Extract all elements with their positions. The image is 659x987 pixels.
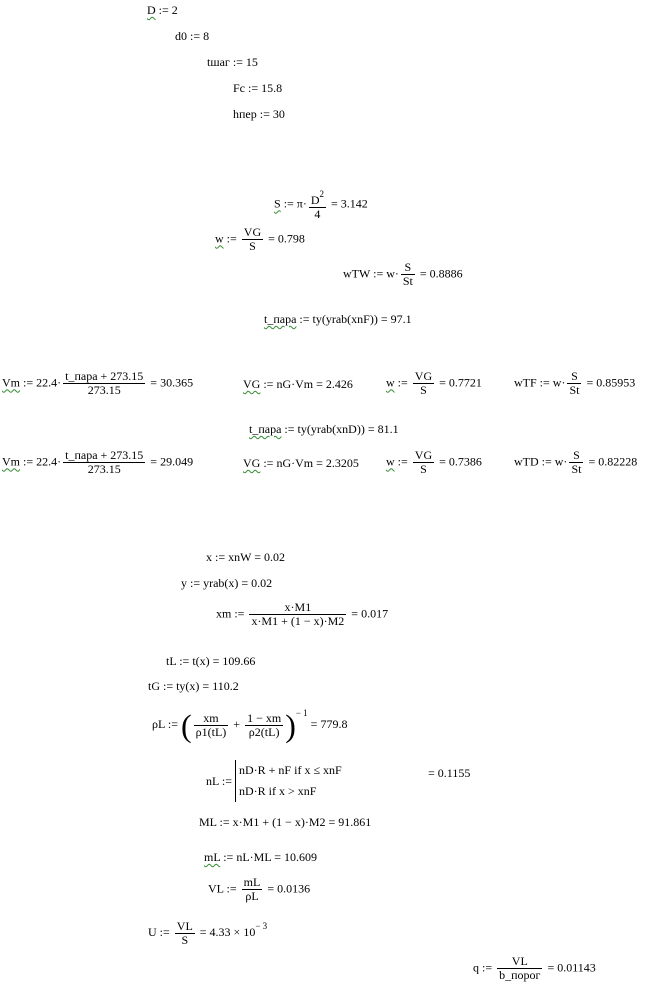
vl-fraction [242,876,263,903]
tpara-rhs: := ty(yrab(xnD)) = 81.1 [281,422,399,436]
xm-definition[interactable] [216,601,388,628]
rho-result: = 779.8 [307,717,348,731]
rho-den-2: ρ2(tL) [245,725,283,739]
w-fraction [413,449,434,476]
vg-d-definition[interactable] [243,456,359,470]
s-fraction [309,188,326,221]
tpara-name: t_пара [264,312,297,326]
rho-num-2: 1 − xm [247,710,282,725]
w-result: = 0.7386 [436,454,482,469]
u-den: S [175,933,195,947]
vl-lhs: VL := [208,881,240,896]
vm-name: Vm [2,454,20,469]
wtf-definition[interactable] [514,370,635,397]
q-fraction [497,955,542,982]
hper-definition[interactable]: hпер := 30 [233,107,285,121]
w-result: = 0.7721 [436,375,482,390]
nl-lhs: nL := [206,774,235,788]
q-definition[interactable] [473,955,596,982]
vl-den: ρL [242,889,263,903]
q-den: b_порог [499,968,541,982]
w-d-definition[interactable]: w := $\frac{VG}{S}$ = 0.7386 [386,448,482,476]
wtw-den: St [402,274,413,288]
s-lhs: := π· [280,196,307,211]
rho-den-1: ρ1(tL) [195,724,227,739]
vm-lhs: := 22.4· [20,454,62,469]
s-num: D [310,193,320,207]
vm-fraction [63,370,145,397]
vm-lhs: := 22.4· [20,375,62,390]
tpara-xnd-definition[interactable] [249,422,399,436]
tg-definition[interactable]: tG := ty(x) = 110.2 [148,679,239,693]
wtw-result: = 0.8886 [416,266,463,281]
paren-close: ) [285,707,296,744]
nl-cases [235,760,342,802]
rho-frac-1 [194,712,229,739]
xm-fraction [249,601,346,628]
wtw-num: S [404,260,412,274]
tpara-xnf-definition[interactable] [264,312,412,326]
vm-d-definition[interactable] [2,449,193,476]
u-result: = 4.33 × 10 [196,925,256,939]
xm-result: = 0.017 [348,606,389,621]
x-definition[interactable]: x := xnW = 0.02 [206,550,285,564]
wtd-definition[interactable] [514,449,637,476]
xm-lhs: xm := [216,606,248,621]
nl-definition[interactable] [206,760,342,802]
vm-result: = 29.049 [147,454,194,469]
vm-den: 273.15 [63,462,145,476]
vm-fraction [63,449,145,476]
q-result: = 0.01143 [544,960,596,975]
w-num: VG [414,369,433,383]
vg-name: VG [243,377,261,391]
wtd-fraction [569,449,583,476]
nl-case-1: nD·R + nF if x ≤ xnF [239,763,342,777]
q-lhs: q := [473,960,496,975]
vm-result: = 30.365 [147,375,194,390]
tpara-name: t_пара [249,422,282,436]
w-den: S [413,383,434,397]
mlow-rhs: := nL·ML = 10.609 [220,850,317,864]
tpara-rhs: := ty(yrab(xnF)) = 97.1 [296,312,412,326]
wtf-result: = 0.85953 [583,375,636,390]
w-num: VG [243,225,262,239]
u-fraction [175,920,195,947]
rho-l-definition[interactable] [152,706,348,744]
w-f-definition[interactable]: w := $\frac{VG}{S}$ = 0.7721 [386,369,482,397]
d-name: D [147,3,156,17]
w-num: VG [414,448,433,462]
vl-definition[interactable] [208,876,310,903]
vm-name: Vm [2,375,20,390]
w-fraction [242,226,263,253]
d-value: 2 [171,3,178,17]
wtf-lhs: wTF := w· [514,375,566,390]
wtf-num: S [571,369,578,383]
tshag-definition[interactable]: tшаг := 15 [207,55,258,69]
vl-num: mL [243,875,261,889]
vg-f-definition[interactable] [243,377,353,391]
vm-num: t_пара + 273.15 [65,448,144,462]
rho-num-1: xm [203,710,219,725]
wtd-num: S [573,448,580,462]
rho-exp: − 1 [295,708,308,718]
u-exp: − 3 [255,921,268,931]
d0-definition[interactable]: d0 := 8 [175,29,210,43]
wtd-result: = 0.82228 [585,454,638,469]
wtf-fraction [567,370,581,397]
xm-den: x·M1 + (1 − x)·M2 [251,614,345,628]
vg-name: VG [243,456,261,470]
wtw-fraction [401,261,415,288]
w-name: w [386,375,395,390]
w-den: S [242,239,263,253]
rho-frac-2 [245,712,283,739]
vg-rhs: := nG·Vm = 2.426 [260,377,353,391]
w-result: = 0.798 [265,231,305,246]
rho-lhs: ρL := [152,717,181,731]
nl-case-2: nD·R if x > xnF [239,784,317,798]
vl-result: = 0.0136 [264,881,311,896]
s-definition[interactable] [274,188,368,221]
s-result: = 3.142 [328,196,368,211]
nl-result: = 0.1155 [428,766,471,780]
vm-num: t_пара + 273.15 [65,369,144,383]
paren-open: ( [180,707,192,744]
wtw-definition[interactable] [343,261,463,288]
s-exp: 2 [319,189,325,199]
vm-den: 273.15 [63,383,145,397]
s-den: 4 [309,207,326,221]
xm-num: x·M1 [284,600,312,614]
wtf-den: St [569,383,580,397]
mlow-definition[interactable] [204,850,317,864]
fc-definition[interactable]: Fc := 15.8 [233,81,283,95]
wtw-lhs: wTW := w· [343,266,399,281]
u-lhs: U := [148,925,173,939]
ml-definition[interactable]: ML := x·M1 + (1 − x)·M2 = 91.861 [199,815,372,829]
w-name: w [215,231,224,246]
s-name: S [274,196,281,211]
w-den: S [413,462,434,476]
wtd-lhs: wTD := w· [514,454,568,469]
q-num: VL [511,954,528,968]
mlow-name: mL [204,850,221,864]
rho-plus: + [230,717,244,731]
w-fraction [413,370,434,397]
u-definition[interactable] [148,919,267,947]
w-name: w [386,454,395,469]
wtd-den: St [571,462,582,476]
tl-definition[interactable]: tL := t(x) = 109.66 [166,654,256,668]
y-definition[interactable]: y := yrab(x) = 0.02 [181,576,273,590]
w-definition[interactable]: w := $\frac{VG}{S}$ = 0.798 [215,225,305,253]
vg-rhs: := nG·Vm = 2.3205 [260,456,359,470]
vm-f-definition[interactable] [2,370,193,397]
u-num: VL [176,918,193,933]
d-definition[interactable]: D := 2 [147,3,178,17]
